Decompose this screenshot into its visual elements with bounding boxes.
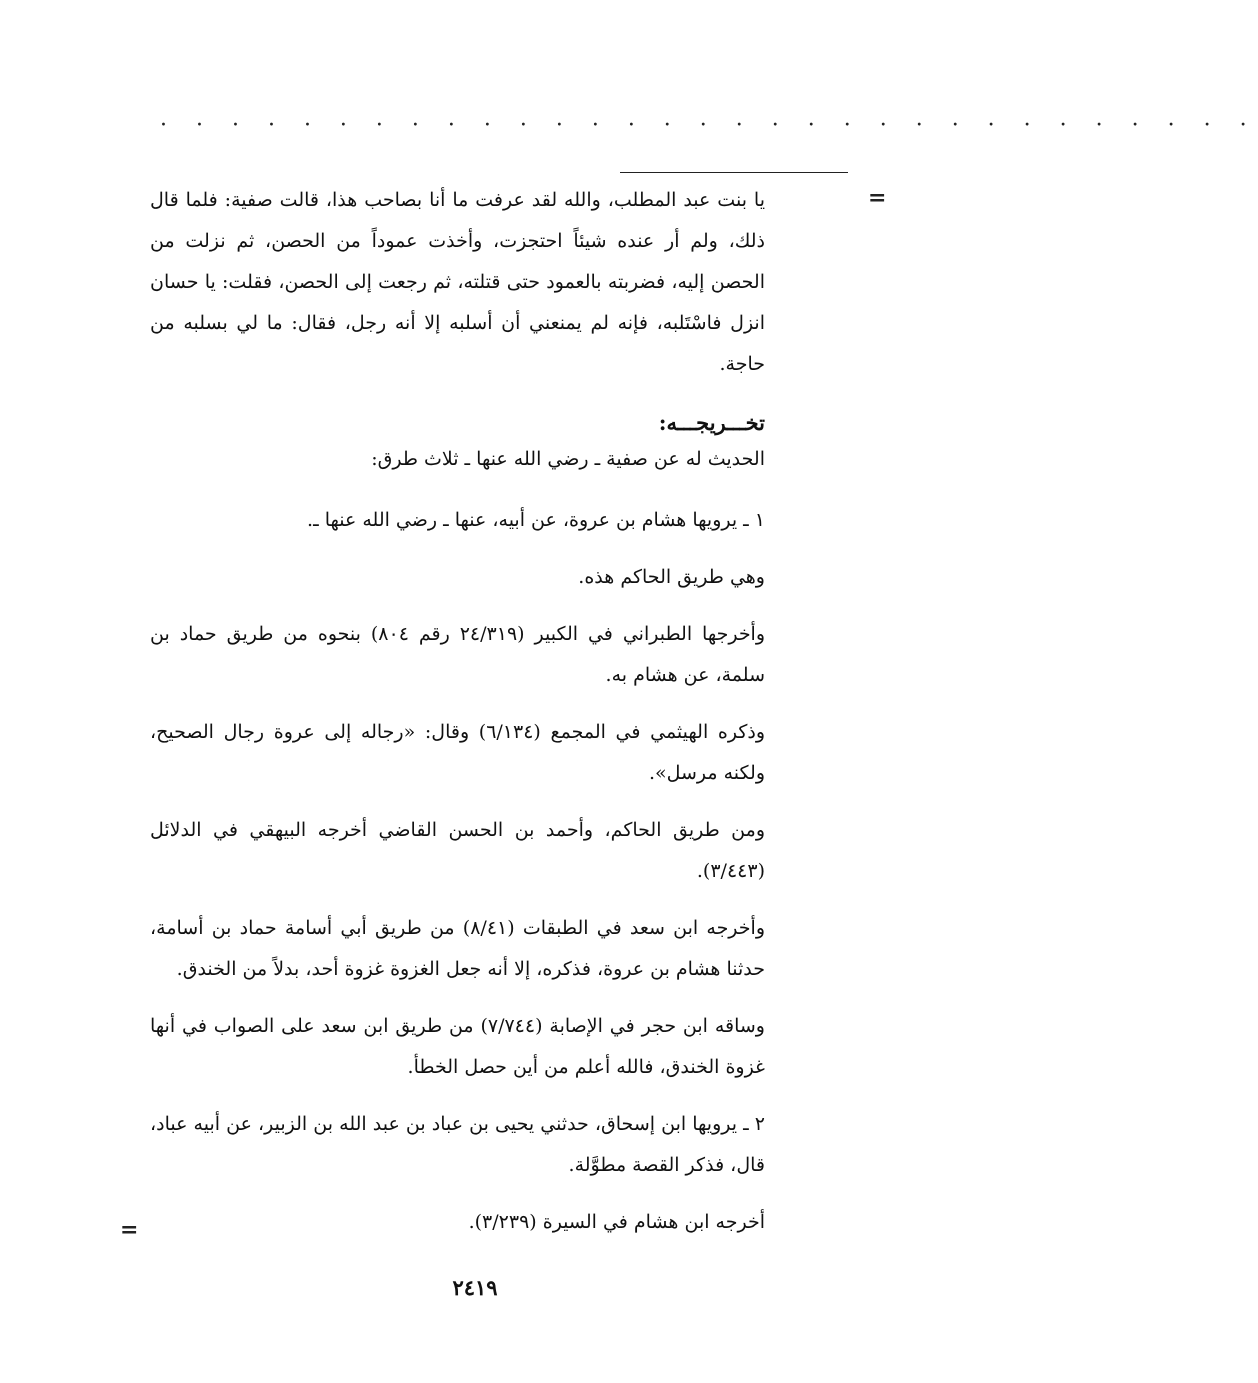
hakim-paragraph: وهي طريق الحاكم هذه. <box>578 566 765 588</box>
continuation-mark-bottom: = <box>120 1217 139 1243</box>
tabarani-paragraph: وأخرجها الطبراني في الكبير (٢٤/٣١٩ رقم ٨٠٤) بنحوه من طريق حماد بن سلمة، عن هشام به. <box>150 623 766 686</box>
continuation-paragraph: يا بنت عبد المطلب، والله لقد عرفت ما أنا بصاحب هذا، قالت صفية: فلما قال ذلك، ولم أر عنده شيئاً احتجزت، وأخذت عموداً من الحصن، ثم نزلت من الحصن إليه، فضربته بالعمود حتى قتلته، ثم رجعت إلى الحصن، فقلت: يا حسان انزل فاسْتَلبه، فإنه لم يمنعني أن أسلبه إلا أنه رجل، فقال: ما لي بسلبه من حاجة. <box>150 189 765 375</box>
bayhaqi-paragraph: ومن طريق الحاكم، وأحمد بن الحسن القاضي أخرجه البيهقي في الدلائل (٣/٤٤٣). <box>150 819 765 882</box>
takhrij-heading: تخـــريجـــه: <box>658 410 765 435</box>
intro-paragraph: الحديث له عن صفية ـ رضي الله عنها ـ ثلاث طرق: <box>371 448 765 470</box>
ibn-hisham-paragraph: أخرجه ابن هشام في السيرة (٣/٢٣٩). <box>468 1211 765 1233</box>
continuation-mark-top: = <box>868 185 887 211</box>
decorative-dotted-divider: · · · · · · · · · · · · · · · · · · · · · · · · · · · · · · · <box>160 113 1258 138</box>
page-number: ٢٤١٩ <box>452 1275 498 1300</box>
haythami-paragraph: وذكره الهيثمي في المجمع (٦/١٣٤) وقال: «رجاله إلى عروة رجال الصحيح، ولكنه مرسل». <box>150 721 765 784</box>
ibn-hajar-paragraph: وساقه ابن حجر في الإصابة (٧/٧٤٤) من طريق ابن سعد على الصواب في أنها غزوة الخندق، فالله أعلم من أين حصل الخطأ. <box>150 1015 765 1078</box>
ibn-saad-paragraph: وأخرجه ابن سعد في الطبقات (٨/٤١) من طريق أبي أسامة حماد بن أسامة، حدثنا هشام بن عروة، فذكره، إلا أنه جعل الغزوة غزوة أحد، بدلاً من الخندق. <box>150 917 765 980</box>
route-one-paragraph: ١ ـ يرويها هشام بن عروة، عن أبيه، عنها ـ رضي الله عنها ـ. <box>307 509 765 531</box>
footnote-rule <box>620 172 848 173</box>
route-two-paragraph: ٢ ـ يرويها ابن إسحاق، حدثني يحيى بن عباد بن عبد الله بن الزبير، عن أبيه عباد، قال، فذكر القصة مطوَّلة. <box>150 1113 765 1176</box>
footnote-body <box>150 180 765 1259</box>
